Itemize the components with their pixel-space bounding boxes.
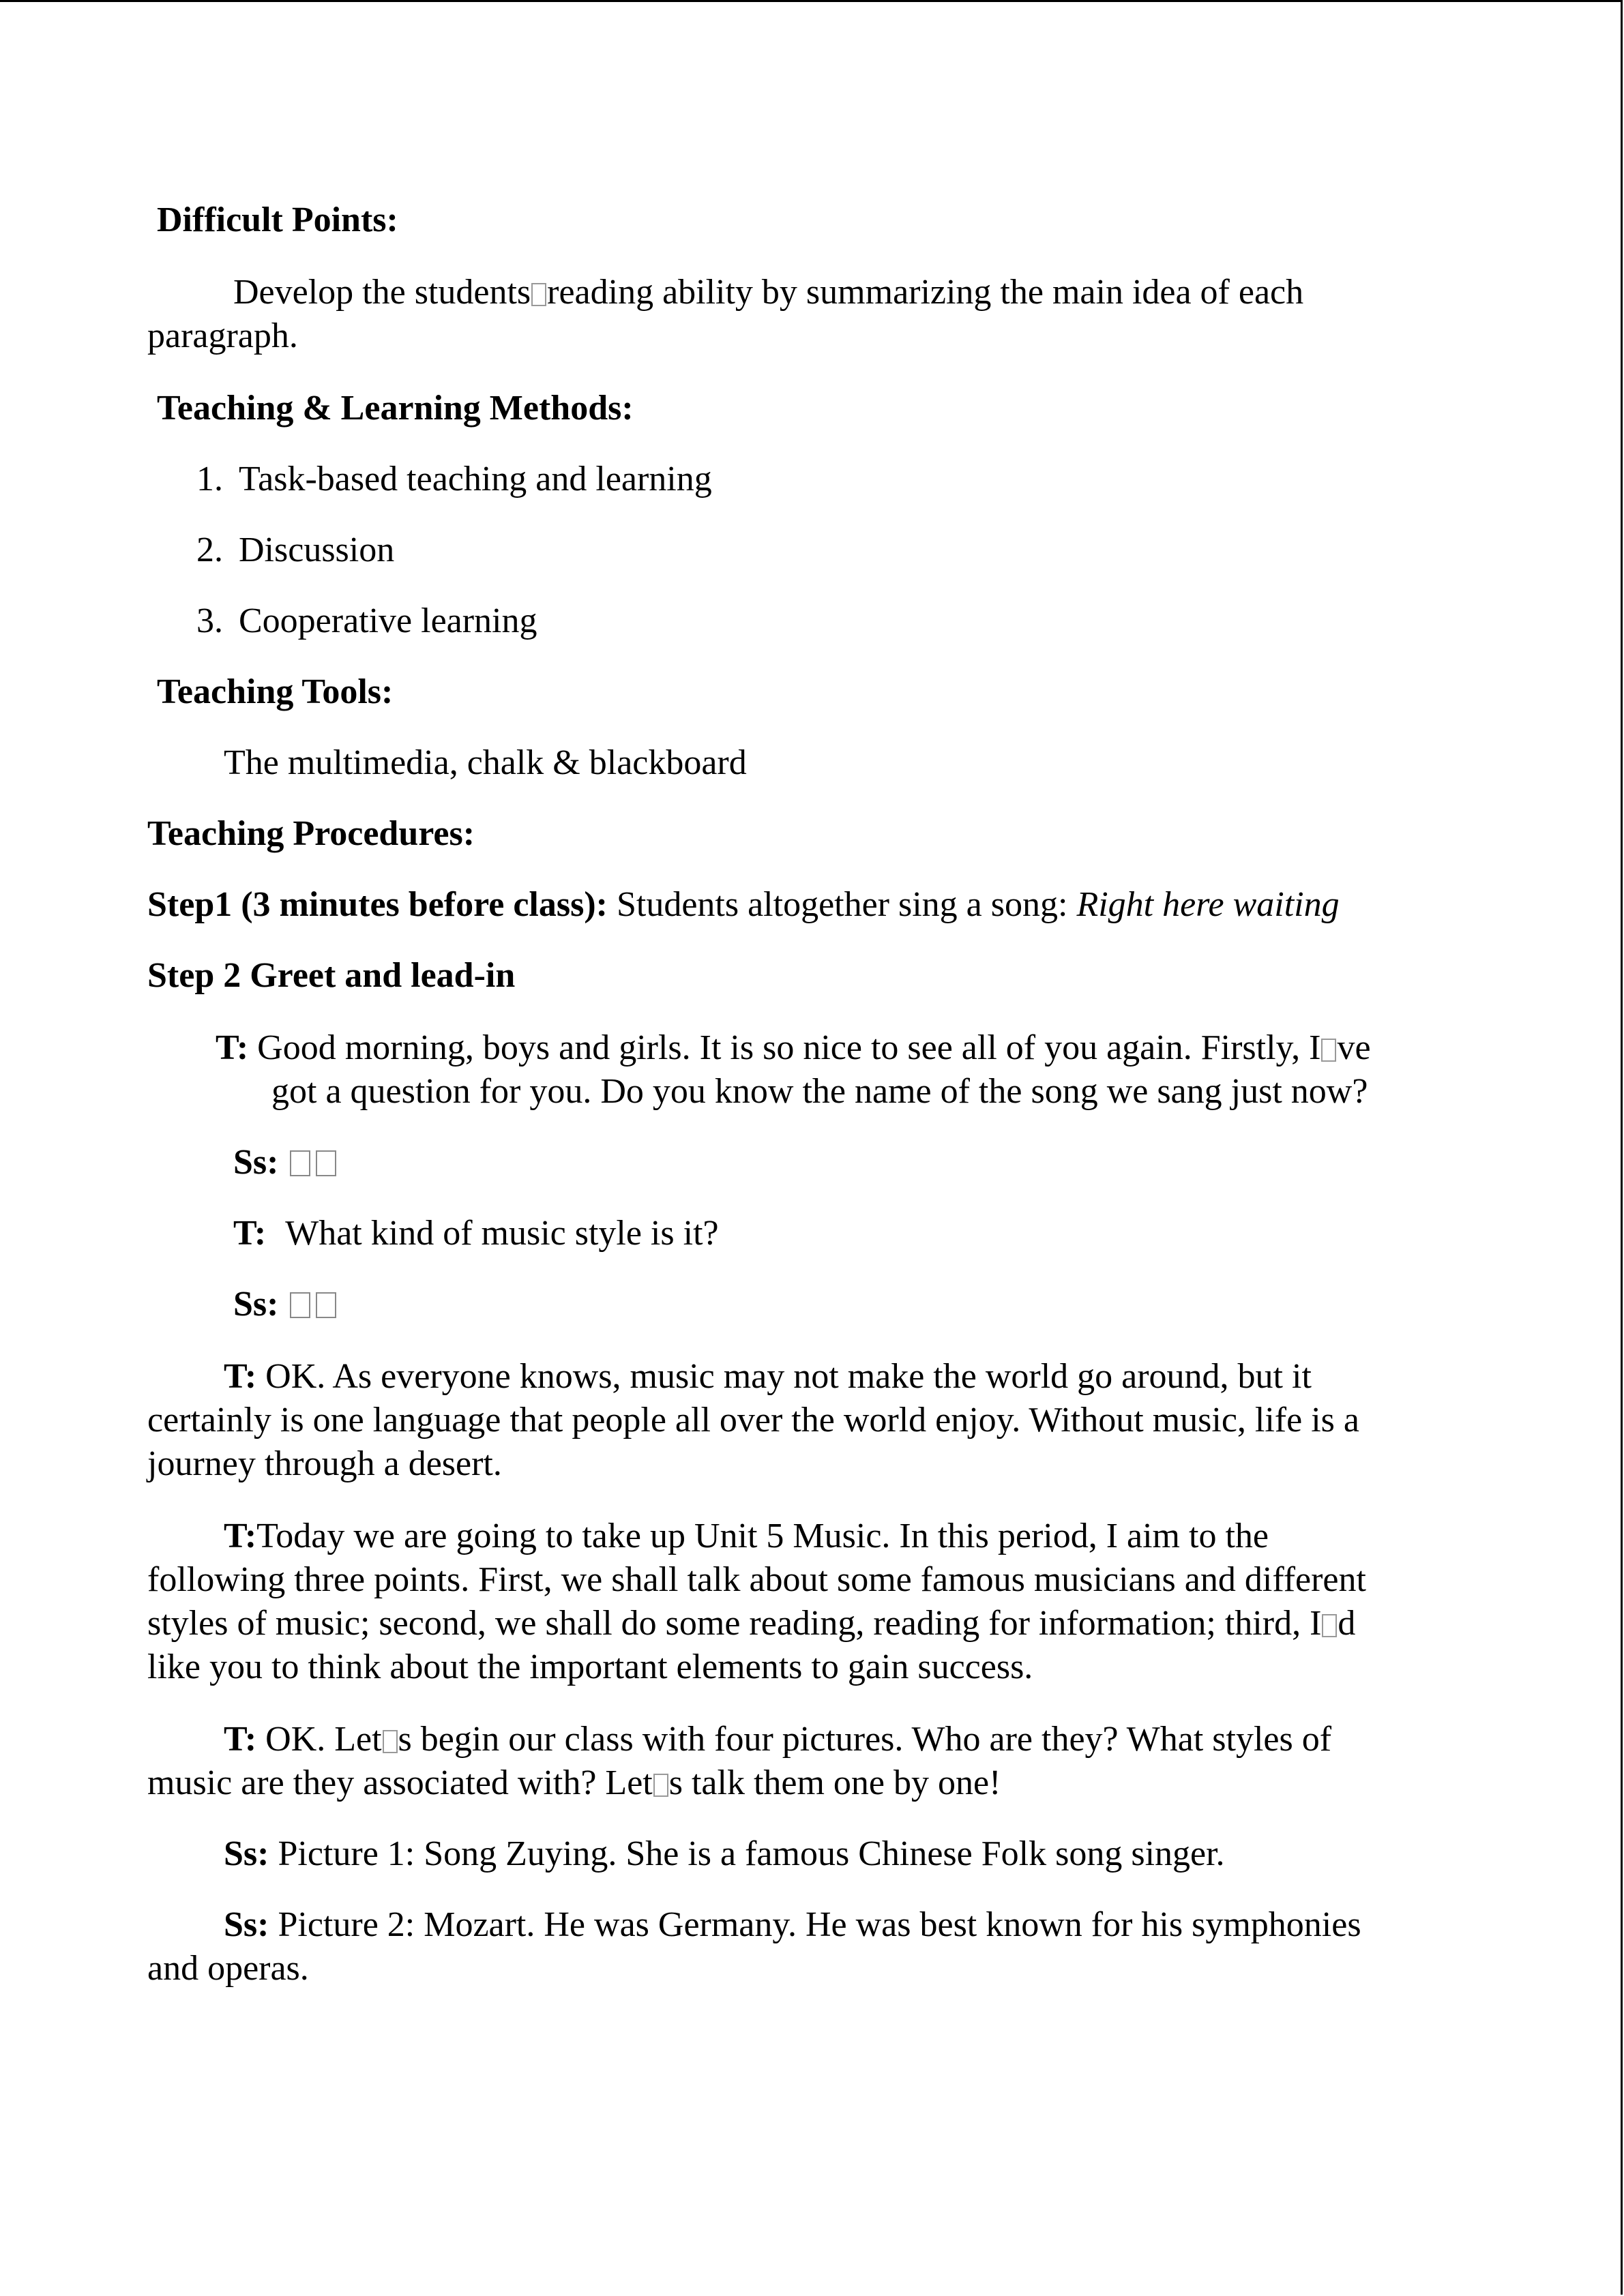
speaker-label: T: (224, 1357, 257, 1396)
dialogue-ss4-line-2: and operas. (147, 1949, 309, 1988)
missing-glyph-box (383, 1730, 398, 1753)
text-segment: s begin our class with four pictures. Who are they? What styles of (398, 1720, 1332, 1759)
text-segment: Picture 2: Mozart. He was Germany. He was best known for his symphonies (269, 1905, 1361, 1944)
text-segment: Picture 1: Song Zuying. She is a famous Chinese Folk song singer. (269, 1834, 1225, 1873)
speaker-label: Ss: (224, 1905, 269, 1944)
text-segment: OK. Let (256, 1720, 382, 1759)
dialogue-t4-line-3 (147, 1602, 1355, 1645)
missing-glyph-box (290, 1150, 310, 1176)
missing-glyph-box (290, 1292, 310, 1318)
dialogue-t4-line-2: following three points. First, we shall talk about some famous musicians and different (147, 1560, 1366, 1599)
step1-text: Students altogether sing a song: (607, 885, 1077, 924)
text-segment: Develop the students (233, 273, 531, 312)
speaker-label: T: (224, 1720, 257, 1759)
missing-glyph-box (653, 1774, 668, 1797)
dialogue-t3-line-2: certainly is one language that people all over the world enjoy. Without music, life is a (147, 1401, 1359, 1440)
missing-glyph-box (1321, 1039, 1336, 1062)
speaker-label: T: (224, 1517, 257, 1555)
speaker-label: Ss: (233, 1285, 279, 1324)
speaker-label: Ss: (224, 1834, 269, 1873)
dialogue-ss2 (233, 1283, 339, 1326)
missing-glyph-box (1322, 1614, 1337, 1637)
difficult-points-heading: Difficult Points: (157, 200, 398, 239)
step1-label: Step1 (3 minutes before class): (147, 885, 608, 924)
speaker-label: T: (216, 1028, 249, 1067)
dialogue-t4-line-4: like you to think about the important elements to gain success. (147, 1648, 1033, 1686)
text-segment: reading ability by summarizing the main idea of each (547, 273, 1304, 312)
dialogue-t5-line-2 (147, 1761, 1001, 1805)
dialogue-t3-line-1 (224, 1355, 1312, 1399)
list-item-text: Cooperative learning (239, 601, 537, 640)
missing-glyph-box (316, 1292, 336, 1318)
dialogue-t4-line-1 (224, 1515, 1269, 1558)
dialogue-t5-line-1 (224, 1718, 1331, 1761)
text-segment: s talk them one by one! (668, 1763, 1001, 1802)
difficult-points-text-line-1 (233, 271, 1303, 314)
list-number: 1. (196, 460, 223, 498)
difficult-points-text-line-2: paragraph. (147, 316, 298, 355)
methods-item (196, 458, 712, 501)
dialogue-t2 (233, 1212, 719, 1255)
list-item-text: Task-based teaching and learning (239, 460, 712, 498)
step2-heading: Step 2 Greet and lead-in (147, 956, 516, 995)
dialogue-t3-line-3: journey through a desert. (147, 1444, 502, 1483)
text-segment: Good morning, boys and girls. It is so nice to see all of you again. Firstly, I (248, 1028, 1321, 1067)
dialogue-t1-line-2: got a question for you. Do you know the name of the song we sang just now? (271, 1072, 1368, 1111)
text-segment: music are they associated with? Let (147, 1763, 653, 1802)
text-segment: styles of music; second, we shall do some reading, reading for information; third, I (147, 1604, 1322, 1643)
dialogue-t1-line-1 (216, 1026, 1371, 1070)
text-segment: OK. As everyone knows, music may not make the world go around, but it (256, 1357, 1312, 1396)
list-number: 3. (196, 601, 223, 640)
methods-item (196, 528, 395, 572)
list-number: 2. (196, 531, 223, 569)
text-segment: d (1338, 1604, 1356, 1643)
song-title: Right here waiting (1076, 885, 1340, 924)
missing-glyph-box (531, 283, 546, 306)
tools-text: The multimedia, chalk & blackboard (224, 743, 747, 782)
dialogue-ss1 (233, 1141, 339, 1184)
dialogue-ss3 (224, 1832, 1225, 1876)
text-segment: What kind of music style is it? (285, 1214, 719, 1253)
procedures-heading: Teaching Procedures: (147, 814, 475, 853)
methods-item (196, 599, 537, 643)
list-item-text: Discussion (239, 531, 395, 569)
missing-glyph-box (316, 1150, 336, 1176)
speaker-label: Ss: (233, 1143, 279, 1182)
dialogue-ss4-line-1 (224, 1903, 1361, 1947)
text-segment: ve (1337, 1028, 1371, 1067)
methods-heading: Teaching & Learning Methods: (157, 389, 634, 428)
tools-heading: Teaching Tools: (157, 672, 394, 711)
step1-line (147, 883, 1340, 927)
text-segment: Today we are going to take up Unit 5 Music. In this period, I aim to the (256, 1517, 1269, 1555)
speaker-label: T: (233, 1214, 267, 1253)
